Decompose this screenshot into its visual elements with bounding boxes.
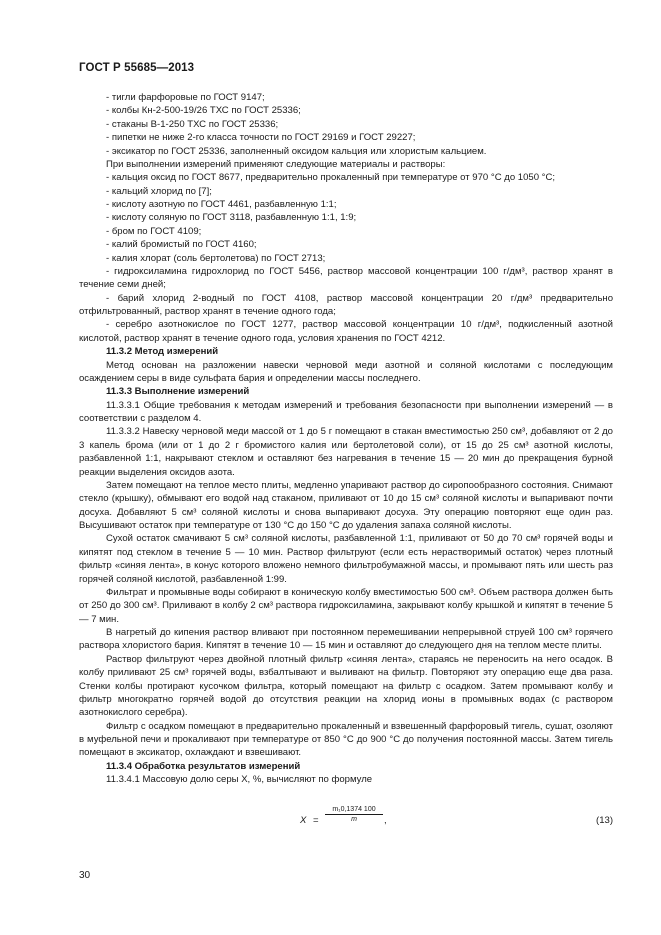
paragraph: - стаканы В-1-250 ТХС по ГОСТ 25336;	[106, 118, 279, 130]
paragraph: Метод основан на разложении навески черновой меди азотной и соляной кислотами с последующим осаждением серы в виде сульфата бария и определении массы последнего.	[79, 359, 613, 384]
section-heading: 11.3.2 Метод измерений	[106, 346, 219, 358]
section-heading: 11.3.3 Выполнение измерений	[106, 386, 250, 398]
formula-lhs: X	[300, 815, 307, 826]
paragraph: 11.3.3.1 Общие требования к методам измерений и требования безопасности при выполнении измерений — в соответствии с разделом 4.	[79, 399, 613, 424]
paragraph: - барий хлорид 2-водный по ГОСТ 4108, раствор массовой концентрации 20 г/дм³ предварительно отфильтрованный, раствор хранят в течение одного года;	[79, 292, 613, 317]
formula-13	[300, 806, 613, 834]
document-header: ГОСТ Р 55685—2013	[79, 62, 195, 74]
paragraph: Раствор фильтруют через двойной плотный фильтр «синяя лента», стараясь не переносить на него осадок. В колбу приливают 25 см³ горячей воды, взбалтывают и выливают на фильтр. Повторяют эту операцию еще два раза. Стенки колбы протирают кусочком фильтра, который помещают на фильтр с осадком. Затем промывают колбу и фильтр многократно горячей водой до отсутствия реакции на хлорид ионы в промывных водах (с раствором азотнокислого серебра).	[79, 653, 613, 719]
formula-number: (13)	[596, 815, 613, 826]
paragraph: Затем помещают на теплое место плиты, медленно упаривают раствор до сиропообразного состояния. Снимают стекло (крышку), обмывают его водой над стаканом, приливают от 10 до 15 см³ соляной кислоты и выпаривают почти досуха. Добавляют 5 см³ соляной кислоты и снова выпаривают досуха. Эту операцию повторяют еще один раз. Высушивают остаток при температуре от 130 °С до 150 °С до удаления запаха соляной кислоты.	[79, 479, 613, 531]
paragraph: В нагретый до кипения раствор вливают при постоянном перемешивании непрерывной струей 100 см³ горячего раствора хлористого бария. Кипятят в течение 10 — 15 мин и оставляют до следующего дня на теплом месте плиты.	[79, 627, 613, 652]
paragraph: - кальций хлорид по [7];	[106, 185, 212, 197]
paragraph: - гидроксиламина гидрохлорид по ГОСТ 5456, раствор массовой концентрации 100 г/дм³, раствор хранят в течение семи дней;	[79, 265, 613, 291]
paragraph: 11.3.4.1 Массовую долю серы X, %, вычисляют по формуле	[106, 774, 373, 786]
paragraph: - пипетки не ниже 2-го класса точности по ГОСТ 29169 и ГОСТ 29227;	[106, 132, 416, 144]
formula-comma: ,	[384, 815, 387, 826]
paragraph: 11.3.3.2 Навеску черновой меди массой от 1 до 5 г помещают в стакан вместимостью 250 см³, добавляют от 2 до 3 капель брома (или от 1 до 2 г бромистого калия или бертолетовой соли), от 15 до 25 см³ азотной кислоты, разбавленной 1:1, накрывают стеклом и оставляют без нагревания в течение 15 — 20 мин до прекращения бурной реакции выделения оксидов азота.	[79, 426, 613, 478]
page-number: 30	[79, 870, 91, 881]
formula-numerator: m₁0,1374 100	[325, 806, 383, 815]
paragraph: Фильтрат и промывные воды собирают в коническую колбу вместимостью 500 см³. Объем раствора должен быть от 250 до 300 см³. Приливают в колбу 2 см³ раствора гидроксиламина, закрывают колбу крышкой и кипятят в течение 5 — 7 мин.	[79, 586, 613, 625]
paragraph: - серебро азотнокислое по ГОСТ 1277, раствор массовой концентрации 10 г/дм³, подкисленный азотной кислотой, раствор хранят в течение одного года, условия хранения по ГОСТ 4212.	[79, 319, 613, 344]
paragraph: - кислоту соляную по ГОСТ 3118, разбавленную 1:1, 1:9;	[106, 212, 357, 224]
paragraph: - бром по ГОСТ 4109;	[106, 225, 202, 237]
paragraph: Фильтр с осадком помещают в предварительно прокаленный и взвешенный фарфоровый тигель, сушат, озоляют в муфельной печи и прокаливают при температуре от 850 °С до 900 °С до получения постоянной массы. Затем тигель помещают в эксикатор, охлаждают и взвешивают.	[79, 720, 613, 759]
formula-denominator: m	[351, 816, 357, 823]
paragraph: - колбы Кн-2-500-19/26 ТХС по ГОСТ 25336;	[106, 105, 301, 117]
formula-equals: =	[313, 815, 319, 826]
paragraph: - калий бромистый по ГОСТ 4160;	[106, 239, 257, 251]
paragraph: - эксикатор по ГОСТ 25336, заполненный оксидом кальция или хлористым кальцием.	[106, 145, 487, 157]
paragraph: - кальция оксид по ГОСТ 8677, предварительно прокаленный при температуре от 970 °С до 1050 °С;	[106, 172, 556, 184]
section-heading: 11.3.4 Обработка результатов измерений	[106, 760, 301, 772]
paragraph: - тигли фарфоровые по ГОСТ 9147;	[106, 92, 265, 103]
paragraph: При выполнении измерений применяют следующие материалы и растворы:	[106, 158, 446, 170]
paragraph: - калия хлорат (соль бертолетова) по ГОСТ 2713;	[106, 252, 326, 264]
paragraph: Сухой остаток смачивают 5 см³ соляной кислоты, разбавленной 1:1, приливают от 50 до 70 см³ горячей воды и кипятят под стеклом в течение 5 — 10 мин. Раствор фильтруют (если есть нерастворимый остаток) через плотный фильтр «синяя лента», в конус которого вложено немного фильтробумажной массы, и промывают пять или шесть раз горячей соляной кислотой, разбавленной 1:99.	[79, 533, 613, 585]
paragraph: - кислоту азотную по ГОСТ 4461, разбавленную 1:1;	[106, 199, 337, 210]
document-body	[79, 91, 613, 787]
formula-fraction	[325, 806, 383, 823]
